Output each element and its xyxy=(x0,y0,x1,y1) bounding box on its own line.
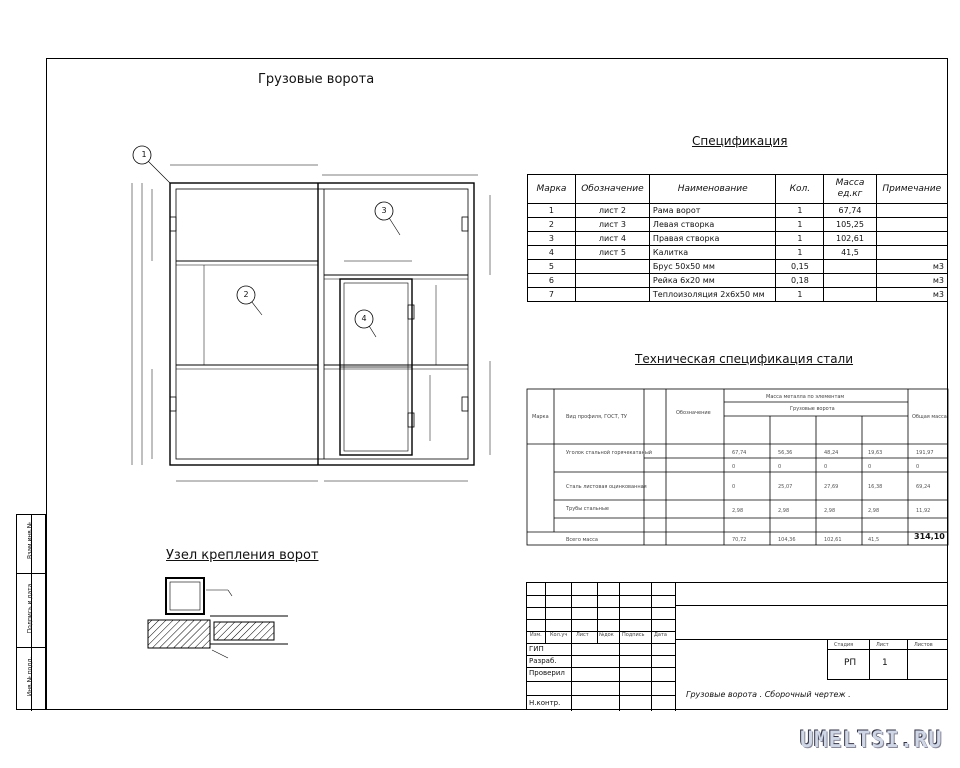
svg-text:11,92: 11,92 xyxy=(916,508,931,514)
svg-text:Сталь листовая оцинкованная: Сталь листовая оцинкованная xyxy=(566,484,647,490)
stamp-doc-title: Грузовые ворота . Сборочный чертеж . xyxy=(686,690,851,699)
stamp-stage-label: Стадия xyxy=(834,642,854,648)
spec-header-row xyxy=(528,175,948,204)
svg-text:0: 0 xyxy=(824,464,828,470)
spec-cell: лист 4 xyxy=(575,232,649,246)
tech-spec-table xyxy=(526,388,950,548)
table-row xyxy=(528,288,948,302)
svg-text:70,72: 70,72 xyxy=(732,537,747,543)
spec-cell: Брус 50х50 мм xyxy=(649,260,776,274)
svg-text:Марка: Марка xyxy=(532,414,549,420)
svg-text:2,98: 2,98 xyxy=(732,508,744,514)
spec-cell xyxy=(876,246,947,260)
spec-header-cell: Наименование xyxy=(649,175,776,204)
spec-cell: 67,74 xyxy=(824,204,876,218)
spec-cell: м3 xyxy=(876,288,947,302)
table-row xyxy=(528,246,948,260)
spec-cell: 1 xyxy=(776,288,824,302)
spec-cell: Рейка 6х20 мм xyxy=(649,274,776,288)
spec-cell: 5 xyxy=(528,260,576,274)
svg-text:27,69: 27,69 xyxy=(824,484,839,490)
callout-label-4: 4 xyxy=(361,314,367,323)
spec-header-cell: Кол. xyxy=(776,175,824,204)
spec-cell: лист 5 xyxy=(575,246,649,260)
svg-text:2,98: 2,98 xyxy=(778,508,790,514)
spec-cell: Теплоизоляция 2х6х50 мм xyxy=(649,288,776,302)
spec-cell: 1 xyxy=(776,218,824,232)
spec-cell xyxy=(824,260,876,274)
spec-header-cell: Марка xyxy=(528,175,576,204)
svg-text:56,36: 56,36 xyxy=(778,450,793,456)
stamp-sheet-value: 1 xyxy=(882,658,888,668)
table-row xyxy=(528,232,948,246)
svg-text:16,38: 16,38 xyxy=(868,484,883,490)
stamp-sheet-label: Лист xyxy=(876,642,889,648)
spec-cell xyxy=(876,218,947,232)
spec-cell: 41,5 xyxy=(824,246,876,260)
spec-cell: 6 xyxy=(528,274,576,288)
spec-title: Спецификация xyxy=(692,134,788,148)
svg-text:2,98: 2,98 xyxy=(868,508,880,514)
spec-cell: 0,15 xyxy=(776,260,824,274)
tech-spec-total: 314,10 xyxy=(914,532,945,541)
callout-label-1: 1 xyxy=(141,150,147,159)
svg-text:67,74: 67,74 xyxy=(732,450,747,456)
spec-cell: Правая створка xyxy=(649,232,776,246)
spec-cell xyxy=(824,288,876,302)
stamp-label-data: Дата xyxy=(654,632,667,638)
spec-cell xyxy=(575,274,649,288)
stamp-label-podpis: Подпись xyxy=(622,632,645,638)
spec-cell: м3 xyxy=(876,274,947,288)
table-row xyxy=(528,218,948,232)
svg-text:0: 0 xyxy=(868,464,872,470)
node-detail-drawing xyxy=(138,570,298,670)
side-stamp-label-3: Инв.№ подл. xyxy=(26,656,34,697)
svg-text:Всего масса: Всего масса xyxy=(566,537,598,543)
svg-text:Грузовые ворота: Грузовые ворота xyxy=(790,406,835,412)
spec-cell: Левая створка xyxy=(649,218,776,232)
stamp-label-kol: Кол.уч xyxy=(550,632,568,638)
svg-text:Вид профиля, ГОСТ, ТУ: Вид профиля, ГОСТ, ТУ xyxy=(566,414,627,420)
spec-cell: 0,18 xyxy=(776,274,824,288)
stamp-person-razrab: Разраб. xyxy=(529,657,557,665)
spec-cell xyxy=(824,274,876,288)
callout-label-3: 3 xyxy=(381,206,387,215)
table-row xyxy=(528,274,948,288)
svg-text:0: 0 xyxy=(732,484,736,490)
spec-table xyxy=(527,174,948,302)
table-row xyxy=(528,204,948,218)
gate-title: Грузовые ворота xyxy=(258,72,375,87)
spec-cell: 1 xyxy=(776,232,824,246)
spec-cell xyxy=(876,204,947,218)
side-stamp xyxy=(16,514,46,710)
stamp-person-proveril: Проверил xyxy=(529,669,565,677)
svg-text:48,24: 48,24 xyxy=(824,450,839,456)
svg-text:0: 0 xyxy=(916,464,920,470)
svg-text:19,63: 19,63 xyxy=(868,450,883,456)
spec-cell: м3 xyxy=(876,260,947,274)
svg-text:2,98: 2,98 xyxy=(824,508,836,514)
spec-header-cell: Масса ед.кг xyxy=(824,175,876,204)
spec-cell: 7 xyxy=(528,288,576,302)
spec-cell xyxy=(876,232,947,246)
spec-cell: 3 xyxy=(528,232,576,246)
node-title: Узел крепления ворот xyxy=(166,548,319,563)
spec-cell: 2 xyxy=(528,218,576,232)
table-row xyxy=(528,260,948,274)
gate-elevation-drawing xyxy=(118,145,508,515)
svg-text:69,24: 69,24 xyxy=(916,484,931,490)
spec-cell: Калитка xyxy=(649,246,776,260)
spec-cell xyxy=(575,260,649,274)
stamp-person-nkontr: Н.контр. xyxy=(529,699,561,707)
spec-cell xyxy=(575,288,649,302)
svg-text:Обозначение: Обозначение xyxy=(676,410,711,416)
svg-text:Общая масса: Общая масса xyxy=(912,414,947,420)
spec-cell: лист 2 xyxy=(575,204,649,218)
spec-cell: 102,61 xyxy=(824,232,876,246)
svg-text:191,97: 191,97 xyxy=(916,450,934,456)
svg-text:0: 0 xyxy=(778,464,782,470)
stamp-label-list: Лист xyxy=(576,632,589,638)
stamp-sheets-label: Листов xyxy=(914,642,933,648)
spec-cell: лист 3 xyxy=(575,218,649,232)
spec-header-cell: Обозначение xyxy=(575,175,649,204)
svg-text:104,36: 104,36 xyxy=(778,537,796,543)
spec-header-cell: Примечание xyxy=(876,175,947,204)
watermark-logo: UMELTSI.RU xyxy=(800,728,943,753)
svg-text:41,5: 41,5 xyxy=(868,537,880,543)
side-stamp-label-2: Подпись и дата xyxy=(26,583,34,634)
svg-text:25,07: 25,07 xyxy=(778,484,793,490)
stamp-label-izm: Изм. xyxy=(530,632,542,638)
svg-text:Масса металла по элементам: Масса металла по элементам xyxy=(766,394,845,400)
svg-text:Трубы стальные: Трубы стальные xyxy=(566,506,609,512)
tech-spec-title: Техническая спецификация стали xyxy=(635,352,854,366)
spec-cell: 4 xyxy=(528,246,576,260)
side-stamp-label-1: Взам.инв.№ xyxy=(26,522,34,559)
stamp-person-gip: ГИП xyxy=(529,645,544,653)
stamp-stage-value: РП xyxy=(844,658,857,668)
svg-text:102,61: 102,61 xyxy=(824,537,842,543)
svg-text:Уголок стальной горячекатаный: Уголок стальной горячекатаный xyxy=(566,450,653,456)
stamp-label-ndok: №док xyxy=(599,632,614,638)
callout-label-2: 2 xyxy=(243,290,249,299)
spec-cell: Рама ворот xyxy=(649,204,776,218)
spec-cell: 105,25 xyxy=(824,218,876,232)
spec-cell: 1 xyxy=(776,246,824,260)
spec-cell: 1 xyxy=(528,204,576,218)
svg-text:0: 0 xyxy=(732,464,736,470)
spec-cell: 1 xyxy=(776,204,824,218)
